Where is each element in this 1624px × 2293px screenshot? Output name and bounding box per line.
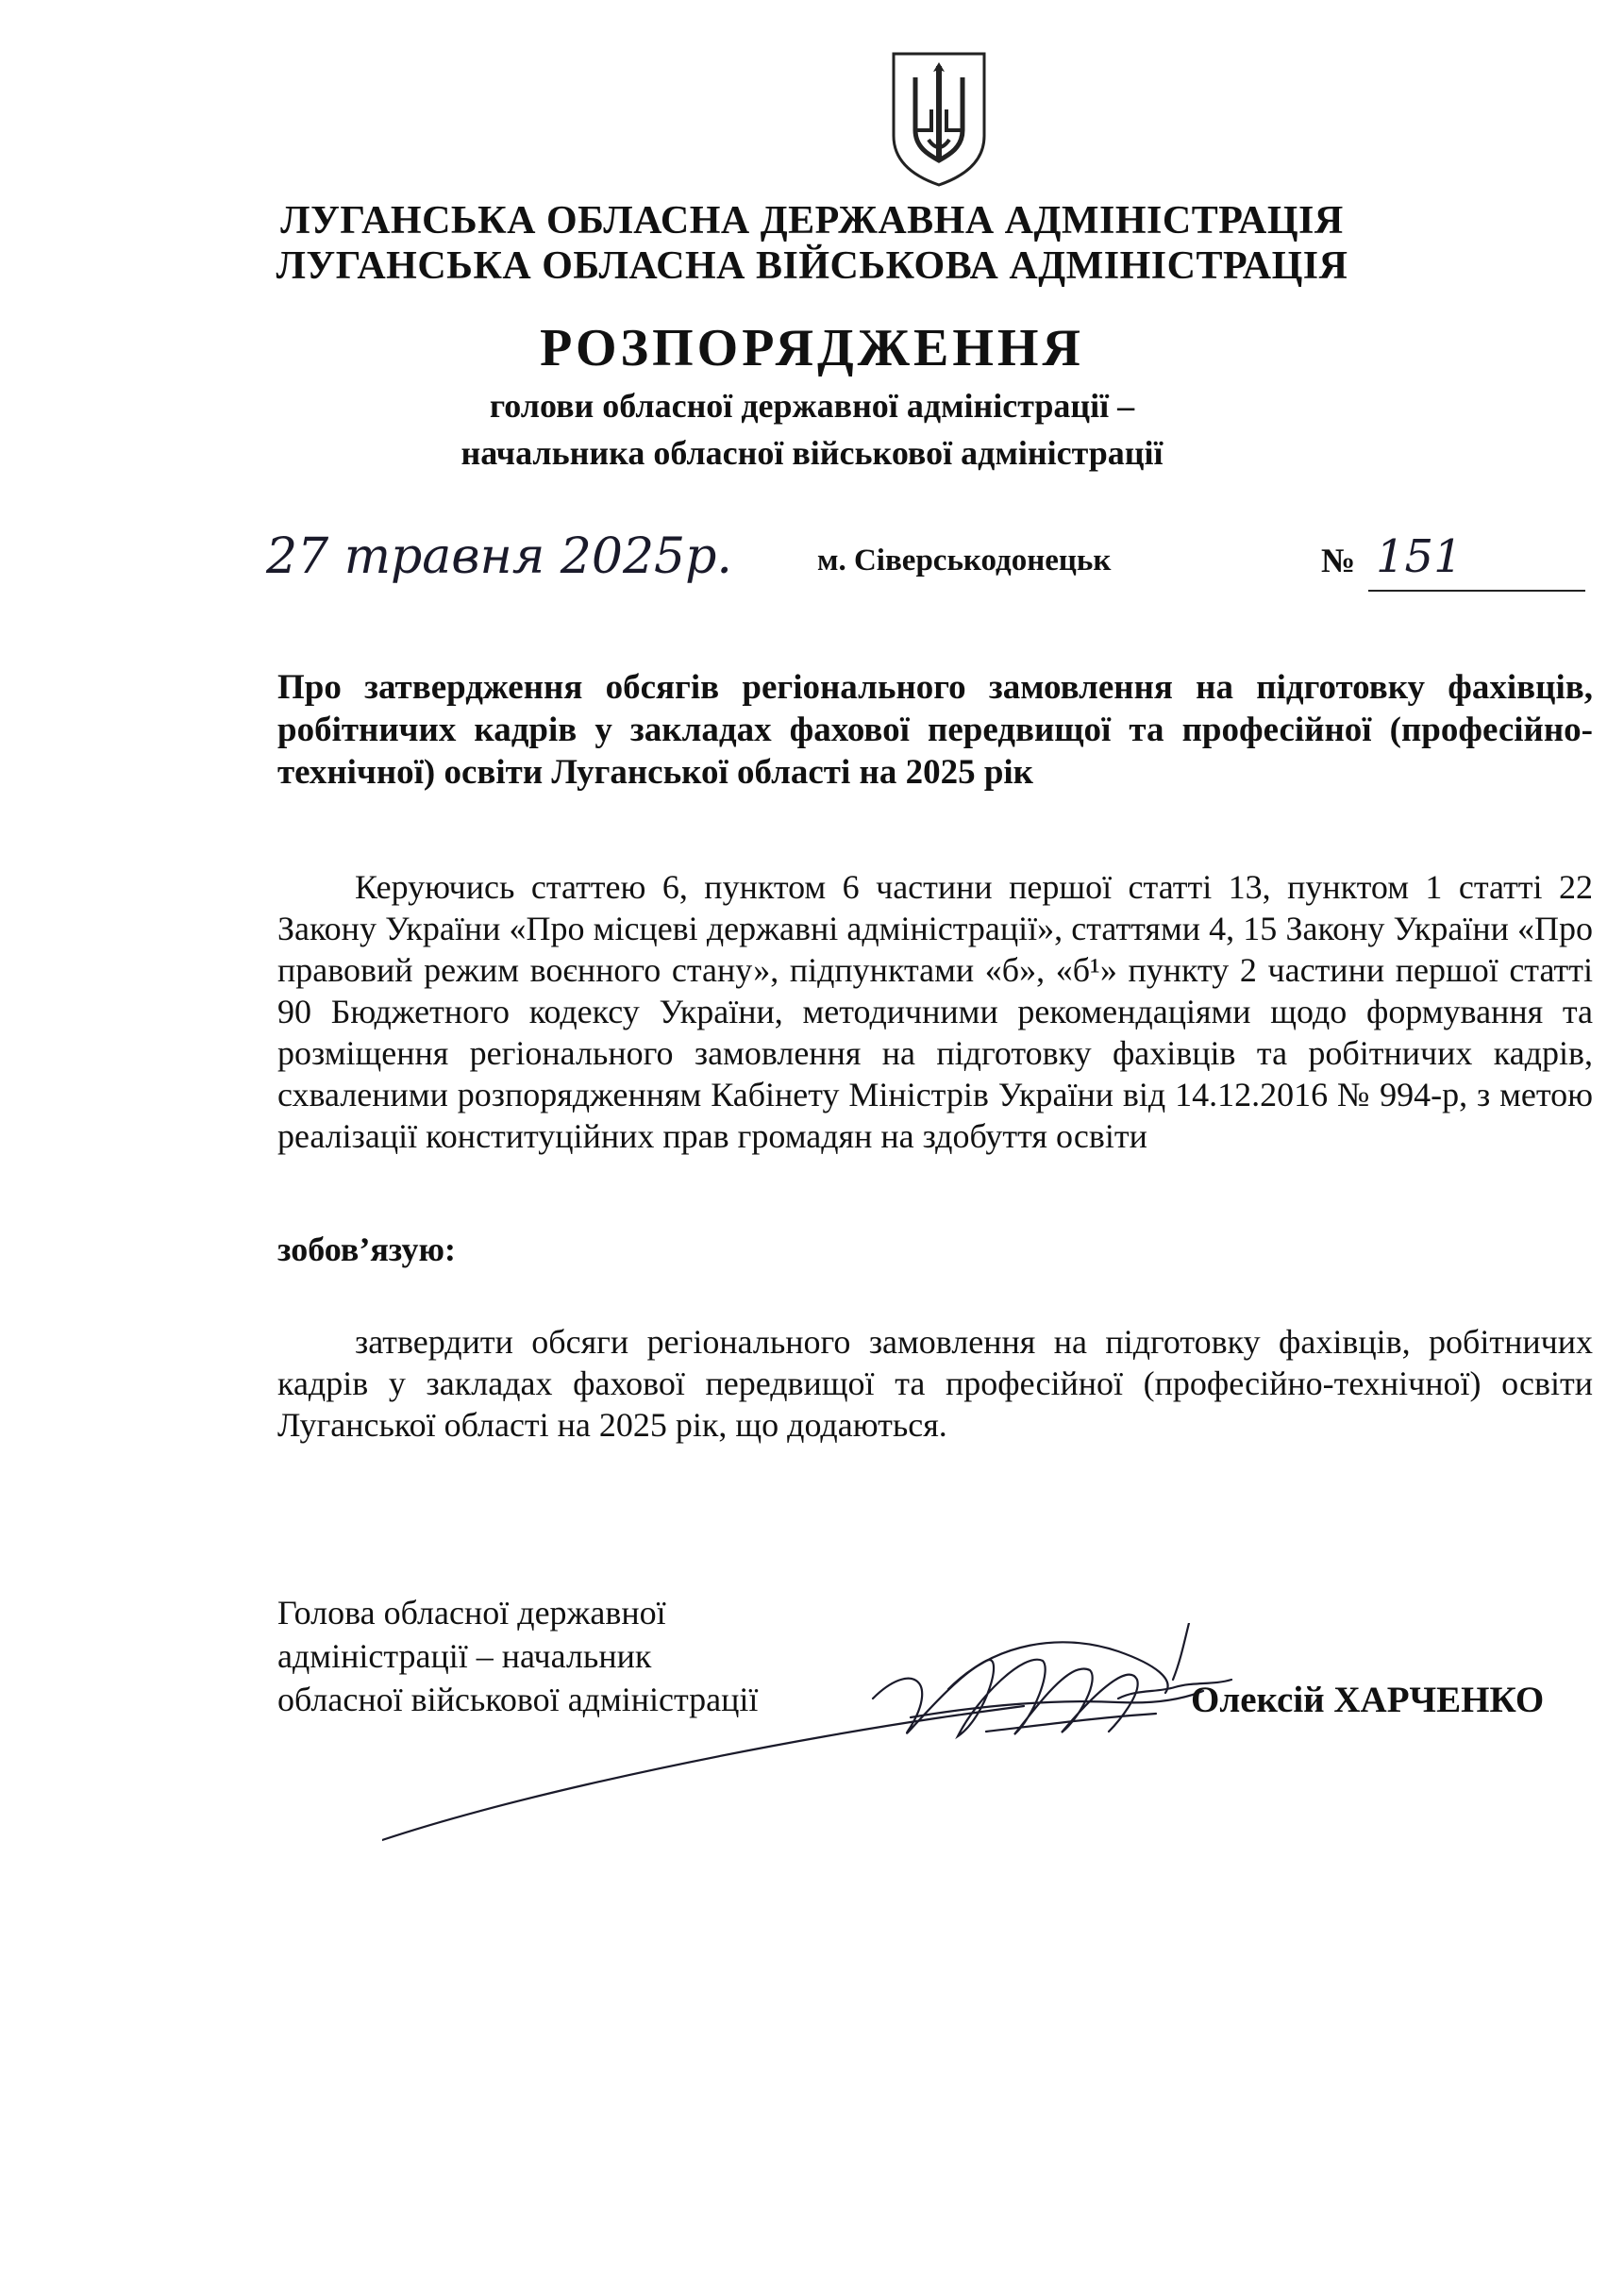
signer-position-line-1: Голова обласної державної xyxy=(277,1594,666,1632)
signer-position-line-3: обласної військової адміністрації xyxy=(277,1681,759,1718)
handwritten-number: 151 xyxy=(1376,530,1463,583)
obligation-word: зобов’язую: xyxy=(277,1230,456,1268)
issuer-line-2: начальника обласної військової адміністрації xyxy=(460,434,1164,472)
signer-name: Олексій ХАРЧЕНКО xyxy=(1191,1680,1545,1720)
handwritten-date: 27 травня 2025р. xyxy=(266,528,732,585)
org-name-line-1: ЛУГАНСЬКА ОБЛАСНА ДЕРЖАВНА АДМІНІСТРАЦІЯ xyxy=(280,199,1344,243)
org-name-line-2: ЛУГАНСЬКА ОБЛАСНА ВІЙСЬКОВА АДМІНІСТРАЦІЯ xyxy=(276,244,1348,288)
handwritten-signature xyxy=(382,1623,1260,1849)
issuer-line-1: голови обласної державної адміністрації – xyxy=(489,387,1135,425)
document-type-heading: РОЗПОРЯДЖЕННЯ xyxy=(540,319,1084,377)
body-paragraph-1: Керуючись статтею 6, пунктом 6 частини першої статті 13, пунктом 1 статті 22 Закону України «Про місцеві державні адміністрації», статтями 4, 15 Закону України «Про правовий режим воєнного стану», підпунктами «б», «б¹» пункту 2 частини першої статті 90 Бюджетного кодексу України, методичними рекомендаціями щодо формування та розміщення регіонального замовлення на підготовку фахівців та робітничих кадрів, схваленими розпорядженням Кабінету Міністрів України від 14.12.2016 № 994-р, з метою реалізації конституційних прав громадян на здобуття освіти xyxy=(277,868,1593,1155)
document-title: Про затвердження обсягів регіонального замовлення на підготовку фахівців, робітничих кадрів у закладах фахової передвищої та професійної (професійно-технічної) освіти Луганської області на 2025 рік xyxy=(277,668,1593,792)
number-label: № xyxy=(1321,542,1356,579)
coat-of-arms-icon xyxy=(889,49,989,189)
number-underline xyxy=(1368,590,1585,592)
signer-position-line-2: адміністрації – начальник xyxy=(277,1637,652,1675)
city-name: м. Сіверськодонецьк xyxy=(817,544,1112,577)
body-paragraph-2: затвердити обсяги регіонального замовлення на підготовку фахівців, робітничих кадрів у закладах фахової передвищої та професійної (професійно-технічної) освіти Луганської області на 2025 рік, що додаються. xyxy=(277,1323,1593,1444)
